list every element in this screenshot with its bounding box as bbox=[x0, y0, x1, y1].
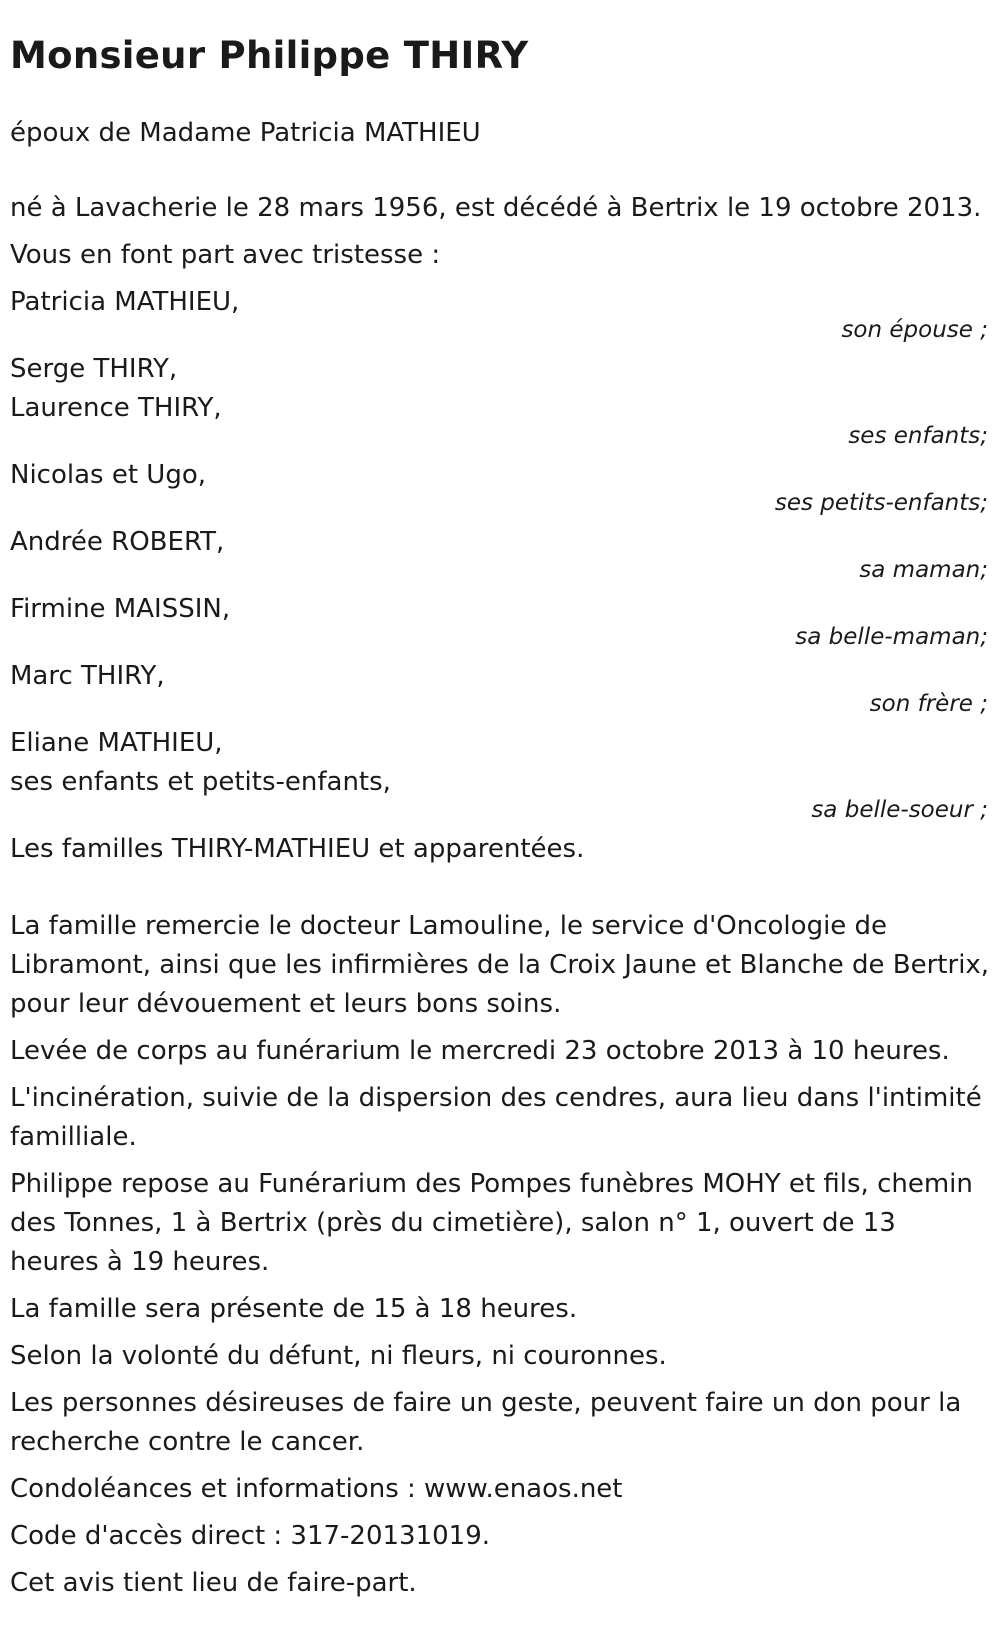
family-group bbox=[10, 724, 990, 822]
families-line: Les familles THIRY-MATHIEU et apparentées. bbox=[10, 834, 585, 864]
family-member-name: Patricia MATHIEU, bbox=[10, 287, 240, 317]
family-group bbox=[10, 456, 990, 515]
family-role: sa belle-maman; bbox=[795, 624, 988, 650]
family-member-name: Laurence THIRY, bbox=[10, 393, 222, 423]
family-group bbox=[10, 590, 990, 649]
condolences-paragraph: Condoléances et informations : www.enaos.net bbox=[10, 1474, 623, 1504]
flowers-paragraph: Selon la volonté du défunt, ni fleurs, ni couronnes. bbox=[10, 1341, 667, 1371]
family-role: son épouse ; bbox=[841, 317, 988, 343]
family-member-name: Serge THIRY, bbox=[10, 354, 178, 384]
family-group bbox=[10, 283, 990, 342]
presence-paragraph: La famille sera présente de 15 à 18 heures. bbox=[10, 1294, 578, 1324]
cremation-paragraph: L'incinération, suivie de la dispersion des cendres, aura lieu dans l'intimité familliale. bbox=[10, 1083, 982, 1152]
funeral-paragraph: Levée de corps au funérarium le mercredi 23 octobre 2013 à 10 heures. bbox=[10, 1036, 950, 1066]
family-member-name: Marc THIRY, bbox=[10, 661, 165, 691]
intro-line: Vous en font part avec tristesse : bbox=[10, 240, 441, 270]
family-group bbox=[10, 657, 990, 716]
family-role: son frère ; bbox=[869, 691, 988, 717]
donation-paragraph: Les personnes désireuses de faire un geste, peuvent faire un don pour la recherche contre le cancer. bbox=[10, 1388, 962, 1457]
family-role: ses enfants; bbox=[848, 423, 988, 449]
family-member-name: Nicolas et Ugo, bbox=[10, 460, 207, 490]
family-member-name: Firmine MAISSIN, bbox=[10, 594, 231, 624]
family-role: sa belle-soeur ; bbox=[811, 797, 988, 823]
page-title: Monsieur Philippe THIRY bbox=[10, 34, 529, 77]
family-group bbox=[10, 350, 990, 448]
family-group bbox=[10, 523, 990, 582]
family-role: sa maman; bbox=[859, 557, 988, 583]
family-member-name: Andrée ROBERT, bbox=[10, 527, 225, 557]
family-role: ses petits-enfants; bbox=[774, 490, 988, 516]
funerarium-paragraph: Philippe repose au Funérarium des Pompes funèbres MOHY et fils, chemin des Tonnes, 1 à Bertrix (près du cimetière), salon n° 1, ouvert de 13 heures à 19 heures. bbox=[10, 1169, 973, 1277]
family-member-name: ses enfants et petits-enfants, bbox=[10, 767, 391, 797]
family-member-name: Eliane MATHIEU, bbox=[10, 728, 223, 758]
closing-paragraph: Cet avis tient lieu de faire-part. bbox=[10, 1568, 417, 1598]
access-code-paragraph: Code d'accès direct : 317-20131019. bbox=[10, 1521, 491, 1551]
born-line: né à Lavacherie le 28 mars 1956, est décédé à Bertrix le 19 octobre 2013. bbox=[10, 193, 982, 223]
thanks-paragraph: La famille remercie le docteur Lamouline, le service d'Oncologie de Libramont, ainsi que les infirmières de la Croix Jaune et Blanche de Bertrix, pour leur dévouement et leurs bons soins. bbox=[10, 911, 990, 1019]
spouse-line: époux de Madame Patricia MATHIEU bbox=[10, 118, 481, 148]
